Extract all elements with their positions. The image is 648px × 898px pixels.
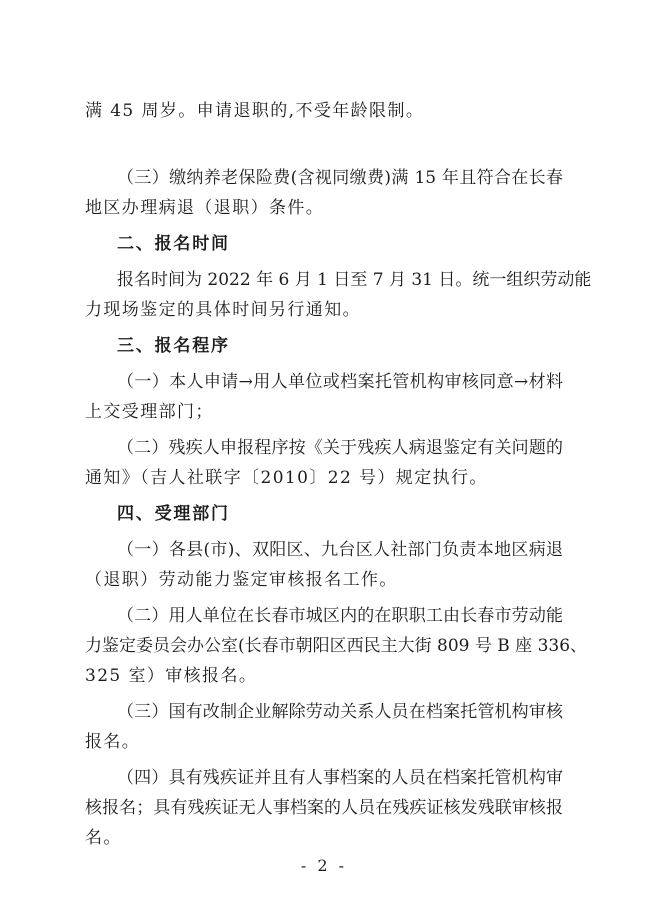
paragraph-line: 通知》（吉人社联字〔2010〕22 号）规定执行。 bbox=[85, 468, 488, 488]
paragraph-line: （一）本人申请→用人单位或档案托管机构审核同意→材料 bbox=[117, 372, 563, 392]
paragraph-line: 报名时间为 2022 年 6 月 1 日至 7 月 31 日。统一组织劳动能 bbox=[117, 270, 592, 290]
paragraph-line: 报名。 bbox=[85, 732, 141, 752]
paragraph-line: （退职）劳动能力鉴定审核报名工作。 bbox=[85, 570, 398, 590]
paragraph-line: 力现场鉴定的具体时间另行通知。 bbox=[85, 300, 361, 320]
paragraph-line: 325 室）审核报名。 bbox=[85, 666, 258, 686]
paragraph-line: 满 45 周岁。申请退职的,不受年龄限制。 bbox=[85, 101, 425, 121]
page-number: - 2 - bbox=[300, 856, 348, 875]
paragraph-line: 力鉴定委员会办公室(长春市朝阳区西民主大街 809 号 B 座 336、 bbox=[85, 636, 588, 656]
section-heading: 四、受理部门 bbox=[117, 504, 230, 524]
paragraph-line: （三）国有改制企业解除劳动关系人员在档案托管机构审核 bbox=[117, 702, 563, 722]
paragraph-line: （二）残疾人申报程序按《关于残疾人病退鉴定有关问题的 bbox=[117, 438, 563, 458]
section-heading: 三、报名程序 bbox=[117, 336, 230, 356]
paragraph-line: （四）具有残疾证并且有人事档案的人员在档案托管机构审 bbox=[117, 768, 563, 788]
paragraph-line: 名。 bbox=[85, 828, 122, 848]
paragraph-line: （二）用人单位在长春市城区内的在职职工由长春市劳动能 bbox=[117, 606, 563, 626]
paragraph-line: （三）缴纳养老保险费(含视同缴费)满 15 年且符合在长春 bbox=[117, 168, 563, 188]
paragraph-line: （一）各县(市)、双阳区、九台区人社部门负责本地区病退 bbox=[117, 540, 563, 560]
paragraph-line: 上交受理部门； bbox=[85, 402, 214, 422]
paragraph-line: 地区办理病退（退职）条件。 bbox=[85, 198, 325, 218]
section-heading: 二、报名时间 bbox=[117, 234, 230, 254]
paragraph-line: 核报名；具有残疾证无人事档案的人员在残疾证核发残联审核报 bbox=[85, 798, 563, 818]
